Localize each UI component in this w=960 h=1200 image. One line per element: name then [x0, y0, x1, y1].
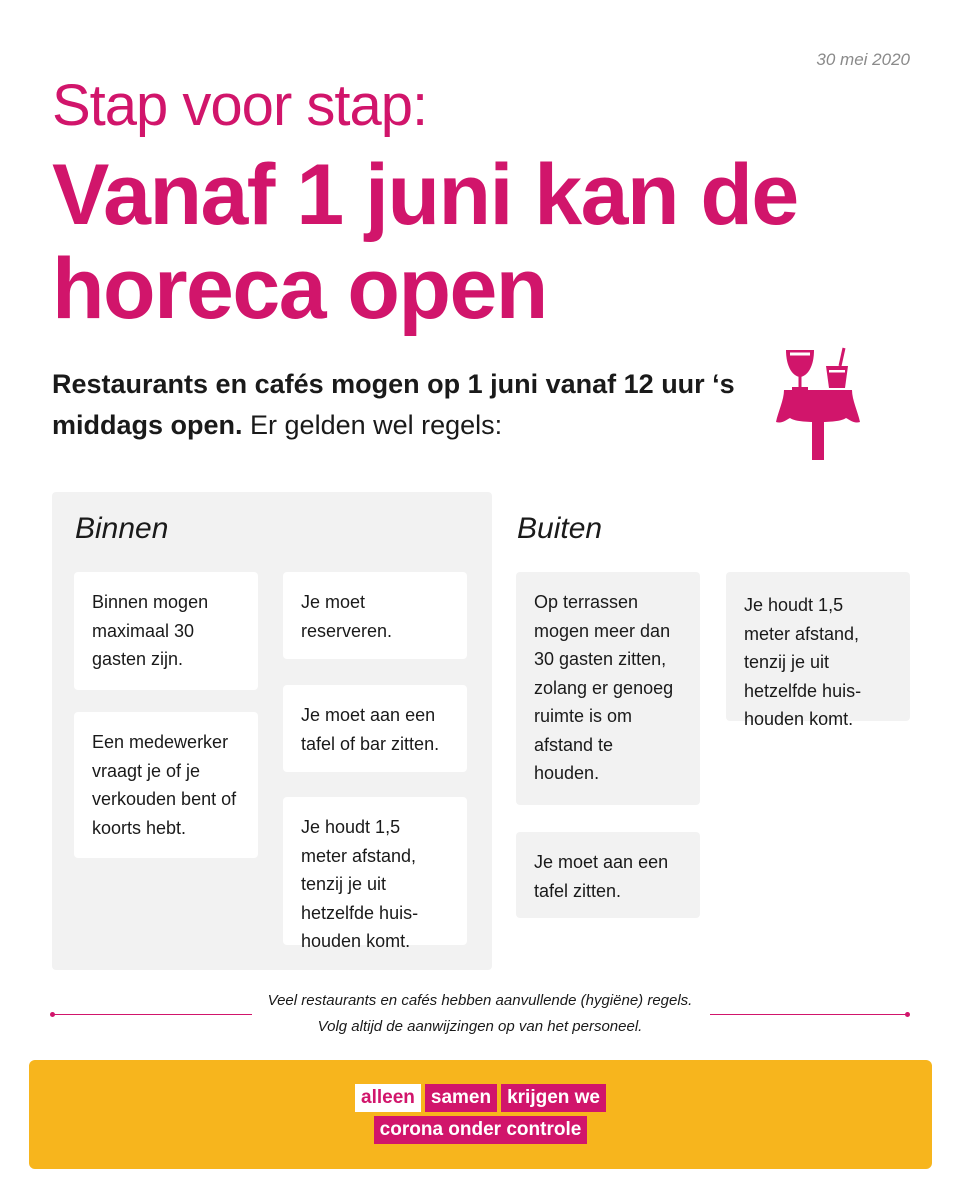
- binnen-rule-card: Je houdt 1,5 meter afstand, tenzij je uit hetzelfde huis-houden komt.: [283, 797, 467, 945]
- campaign-banner: [29, 1060, 932, 1169]
- publication-date: 30 mei 2020: [816, 50, 910, 69]
- intro-bold: Restaurants en cafés mogen op 1 juni vanaf 12 uur ‘s middags open.: [52, 369, 735, 440]
- footnote-divider-left: [52, 1014, 252, 1015]
- footnote-line-1: Veel restaurants en cafés hebben aanvullende (hygiëne) regels.: [267, 992, 693, 1009]
- intro-regular: Er gelden wel regels:: [242, 410, 503, 440]
- footnote: [260, 988, 700, 1040]
- slogan-line-2: corona onder controle: [374, 1116, 588, 1144]
- binnen-rule-card: Je moet reserveren.: [283, 572, 467, 659]
- page-subtitle: Stap voor stap:: [52, 73, 428, 138]
- intro-text: [52, 364, 752, 446]
- buiten-rule-card: Op terrassen mogen meer dan 30 gasten zitten, zolang er genoeg ruimte is om afstand te houden.: [516, 572, 700, 805]
- slogan-word-krijgen-we: krijgen we: [501, 1084, 606, 1112]
- binnen-rule-card: Je moet aan een tafel of bar zitten.: [283, 685, 467, 772]
- binnen-rule-card: Binnen mogen maximaal 30 gasten zijn.: [74, 572, 258, 690]
- wine-glass-and-drink-table-icon: [770, 344, 866, 460]
- footnote-line-2: Volg altijd de aanwijzingen op van het personeel.: [317, 1018, 643, 1035]
- slogan-word-samen: samen: [425, 1084, 497, 1112]
- binnen-rule-card: Een medewerker vraagt je of je verkouden bent of koorts hebt.: [74, 712, 258, 858]
- buiten-rule-card: Je houdt 1,5 meter afstand, tenzij je uit hetzelfde huis-houden komt.: [726, 572, 910, 721]
- footnote-divider-right: [710, 1014, 908, 1015]
- slogan-word-alleen: alleen: [355, 1084, 421, 1112]
- page-title: Vanaf 1 juni kan de horeca open: [52, 147, 798, 337]
- buiten-title: Buiten: [517, 512, 603, 545]
- campaign-slogan: [29, 1084, 932, 1148]
- binnen-title: Binnen: [75, 512, 169, 545]
- buiten-rule-card: Je moet aan een tafel zitten.: [516, 832, 700, 918]
